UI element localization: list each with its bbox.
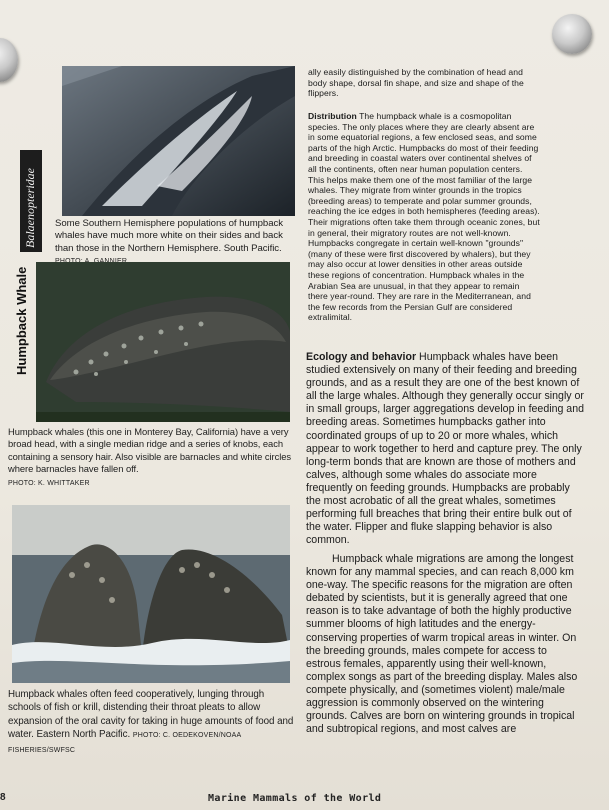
photo-humpback-head bbox=[36, 262, 290, 422]
family-label bbox=[20, 150, 42, 252]
photo-credit: PHOTO: K. WHITTAKER bbox=[8, 479, 90, 487]
ecology-paragraph bbox=[306, 351, 584, 547]
pushpin-icon bbox=[552, 14, 592, 54]
paragraph-text: Humpback whale migrations are among the longest known for any mammal species, and can reach 8,000 km one-way. The specific reasons for the migration are often debated by scientists, but it is generally agreed that one reason is to take advantage of both the highly productive summer blooms of high latitudes and the energy-conserving properties of warm tropical areas in winter. On the breeding grounds, males compete for access to estrous females, apparently using their well-known, complex songs as part of the breeding display. Males also compete physically, and (sometimes violent) male/male aggression is commonly observed on the wintering grounds. Calves are born on wintering grounds in tropical and subtropical regions, and most calves are bbox=[306, 553, 578, 736]
page-number: 8 bbox=[0, 792, 6, 803]
figure-caption bbox=[8, 688, 298, 757]
caption-text: Humpback whales (this one in Monterey Bay, California) have a very broad head, with a single median ridge and a series of knobs, each containing a sensory hair. Also visible are barnacles and white circles where barnacles have fallen off. bbox=[8, 426, 292, 475]
species-side-title: Humpback Whale bbox=[14, 266, 29, 375]
book-footer: Marine Mammals of the World bbox=[208, 793, 382, 804]
photo-lunge-feeding bbox=[12, 505, 290, 683]
family-name: Balaenopteridae bbox=[23, 168, 37, 248]
photo-southern-humpback bbox=[62, 66, 295, 216]
paragraph-text: Humpback whales have been studied extensively on many of their feeding and breeding grounds, and as a result they are one of the best known of all the large whales. Although they generally occur singly or in small groups, larger aggregations develop in feeding and breeding areas. Sometimes humpbacks gather into coordinated groups of up to 20 or more whales, which appear to work together to herd and capture prey. The only long-term bonds that are known are those of mothers and calves, although some whales do associate more frequently on feeding grounds. Humpbacks are probably the most acrobatic of all the great whales, sometimes performing full breaches that bring their entire bulk out of the water. Flipper and fluke slapping behavior is also common. bbox=[306, 351, 584, 547]
caption-text: Some Southern Hemisphere populations of humpback whales have much more white on their sides and back than those in the Northern Hemisphere. South Pacific. bbox=[55, 218, 283, 254]
distribution-paragraph bbox=[308, 111, 540, 323]
pushpin-icon bbox=[0, 38, 18, 82]
section-heading: Ecology and behavior bbox=[306, 351, 417, 363]
section-heading: Distribution bbox=[308, 111, 357, 121]
paragraph-text: The humpback whale is a cosmopolitan species. The only places where they are clearly absent are in some equatorial regions, a few enclosed seas, and some parts of the high Arctic. Humpbacks do most of their feeding and breeding in coastal waters over continental shelves of all the continents, often near human population centers. This helps make them one of the most familiar of the large whales. They migrate from winter grounds in the tropics (breeding areas) to temperate and polar summer grounds, reaching the ice edges in both hemispheres (feeding areas). Their migrations often take them through oceanic zones, but in general, their migratory routes are not well-known. Humpbacks congregate in certain well-known "grounds" (many of these were first discovered by whalers), but they may also occur at lower densities in other areas outside these regions of concentration. Humpback whales in the Arabian Sea are unusual, in that they appear to remain there year-round. They are rare in the Mediterranean, and the few records from the Persian Gulf are considered extralimital. bbox=[308, 111, 540, 323]
caption-text: Humpback whales often feed cooperatively, lunging through schools of fish or krill, distending their throat pleats to allow expansion of the oral cavity for taking in huge amounts of food and water. Eastern North Pacific. bbox=[8, 689, 294, 741]
migration-paragraph bbox=[306, 553, 584, 736]
figure-caption bbox=[8, 426, 294, 490]
intro-paragraph: ally easily distinguished by the combination of head and body shape, dorsal fin shape, and size and shape of the flippers. bbox=[308, 67, 524, 99]
photo-credit: PHOTO: C. OEDEKOVEN/NOAA FISHERIES/SWFSC bbox=[8, 732, 241, 754]
